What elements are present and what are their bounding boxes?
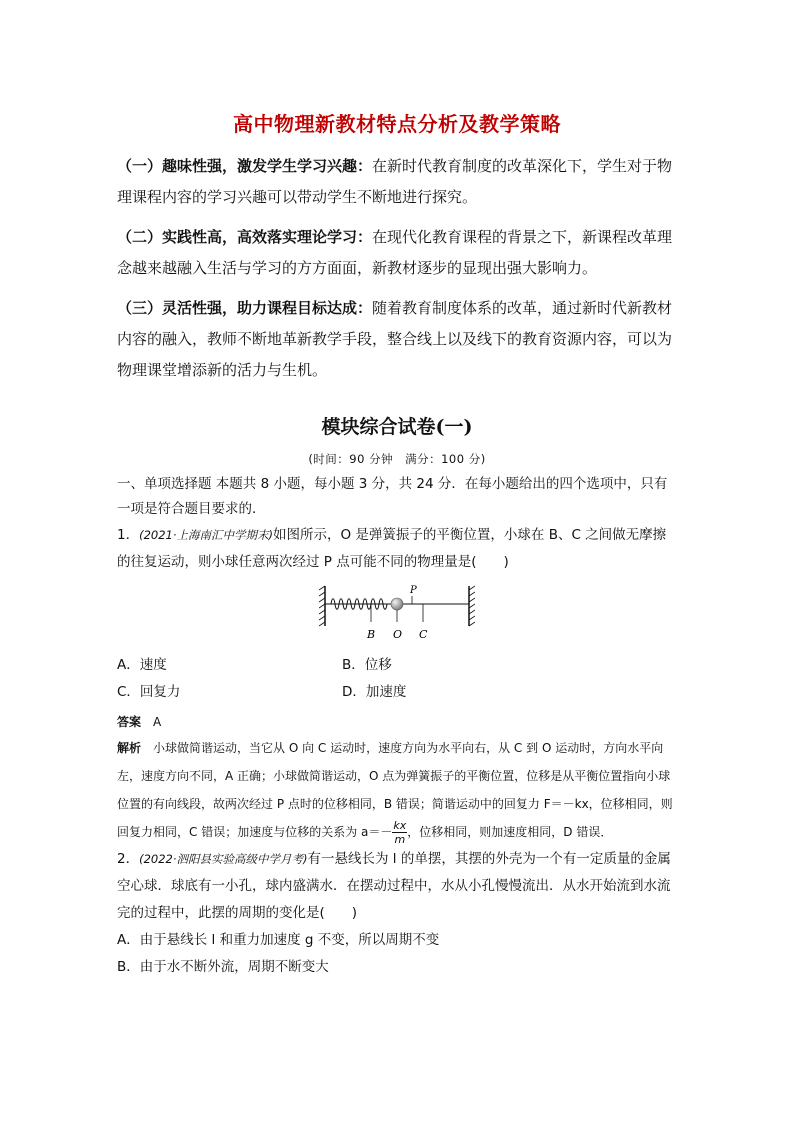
question-2-text: 有一悬线长为 l 的单摆，其摆的外壳为一个有一定质量的金属空心球．球底有一小孔，球内盛满水．在摆动过程中，水从小孔慢慢流出．从水开始流到水流完的过程中，此摆的周期的变化是( )	[117, 851, 671, 921]
question-2-source: (2022·泗阳县实验高级中学月考)	[139, 852, 308, 866]
question-2-options	[117, 927, 677, 981]
fraction-numerator: kx	[393, 819, 407, 832]
intro-text-2: 在现代化教育课程的背景之下，新课程改革理念越来越融入生活与学习的方方面面，新教材逐步的显现出强大影响力。	[117, 228, 673, 277]
question-1-option-a: A．速度	[117, 657, 167, 673]
intro-section	[117, 151, 677, 386]
label-c: C	[419, 628, 428, 641]
intro-heading-2: （二）实践性高，高效落实理论学习：	[117, 228, 373, 246]
intro-text-3: 随着教育制度体系的改革，通过新时代新教材内容的融入，教师不断地革新教学手段，整合线上以及线下的教育资源内容，可以为物理课堂增添新的活力与生机。	[117, 299, 673, 379]
explain-label: 解析	[117, 741, 142, 755]
answer-label: 答案	[117, 715, 142, 729]
question-1-options	[117, 652, 677, 706]
intro-paragraph-1	[117, 151, 677, 213]
exam-meta: (时间：90 分钟 满分：100 分)	[308, 452, 486, 466]
intro-heading-3: （三）灵活性强，助力课程目标达成：	[117, 299, 373, 317]
intro-text-1: 在新时代教育制度的改革深化下，学生对于物理课程内容的学习兴趣可以带动学生不断地进行探究。	[117, 157, 673, 206]
answer-value: A	[153, 715, 162, 729]
question-1-explanation	[117, 734, 677, 846]
intro-paragraph-3	[117, 293, 677, 386]
question-2	[117, 846, 677, 981]
question-1-answer	[117, 710, 677, 734]
page-content	[117, 98, 677, 981]
question-1-option-d: D．加速度	[342, 684, 407, 700]
question-2-number: 2．	[117, 851, 140, 867]
exam-title: 模块综合试卷(一)	[321, 416, 473, 438]
question-2-option-b: B．由于水不断外流，周期不断变大	[117, 959, 329, 975]
section-one-instructions: 一、单项选择题 本题共 8 小题，每小题 3 分，共 24 分．在每小题给出的四个选项中，只有一项是符合题目要求的．	[117, 476, 668, 517]
question-1-source: (2021·上海南汇中学期末)	[139, 528, 273, 542]
question-2-stem	[117, 846, 677, 927]
question-2-option-a: A．由于悬线长 l 和重力加速度 g 不变，所以周期不变	[117, 932, 440, 948]
ball	[391, 598, 403, 610]
question-1-stem	[117, 522, 677, 576]
question-1-text: 如图所示，O 是弹簧振子的平衡位置，小球在 B、C 之间做无摩擦的往复运动，则小球任意两次经过 P 点可能不同的物理量是( )	[117, 527, 667, 570]
question-1-option-c: C．回复力	[117, 684, 181, 700]
fraction-denominator: m	[394, 833, 406, 846]
label-b: B	[367, 628, 376, 641]
label-p: P	[410, 585, 417, 596]
question-1-option-b: B．位移	[342, 657, 392, 673]
explain-text-1: 小球做简谐运动，当它从 O 向 C 运动时，速度方向为水平向右，从 C 到 O 运动时，方向水平向左，速度方向不同，A 正确；小球做简谐运动，O 点为弹簧振子的平衡位置，位移是从平衡位置指向小球位置的有向线段，故两次经过 P 点时的位移相同，B 错误；简谐运动中的回复力 F＝－kx，位移相同，则回复力相同，C 错误；加速度与位移的关系为 a＝－	[117, 741, 673, 839]
fraction-kx-over-m	[392, 819, 407, 846]
label-o: O	[393, 628, 403, 641]
main-title: 高中物理新教材特点分析及教学策略	[233, 112, 561, 136]
question-1	[117, 522, 677, 846]
intro-paragraph-2	[117, 222, 677, 284]
intro-heading-1: （一）趣味性强，激发学生学习兴趣：	[117, 157, 373, 175]
explain-text-2: ，位移相同，则加速度相同，D 错误．	[407, 825, 613, 839]
question-1-number: 1．	[117, 527, 140, 543]
spring-oscillator-figure	[319, 582, 475, 646]
